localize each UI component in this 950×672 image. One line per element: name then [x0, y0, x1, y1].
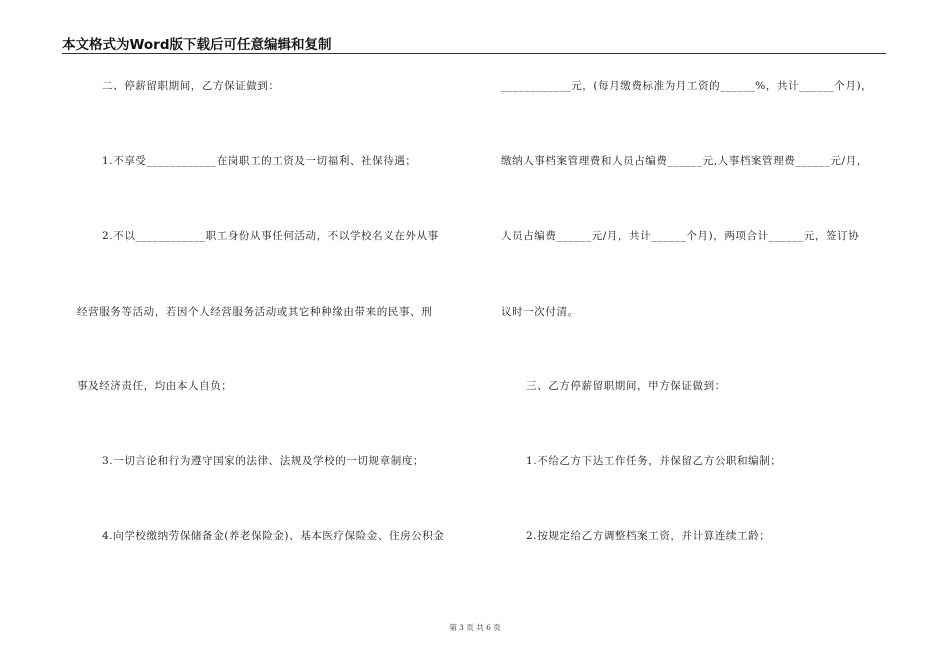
right-line-4: 议时一次付清。 — [501, 306, 579, 318]
left-line-5: 事及经济责任，均由本人自负； — [77, 380, 233, 392]
right-line-7: 2.按规定给乙方调整档案工资，并计算连续工龄； — [526, 530, 771, 542]
left-line-3: 2.不以____________职工身份从事任何活动，不以学校名义在外从事 — [102, 230, 439, 242]
left-line-2: 1.不享受____________在岗职工的工资及一切福利、社保待遇； — [102, 155, 417, 167]
right-line-1: ____________元，(每月缴费标准为月工资的______%，共计______个月)， — [501, 80, 873, 92]
page-number: 第 3 页 共 6 页 — [449, 623, 501, 632]
right-line-5: 三、乙方停薪留职期间，甲方保证做到： — [526, 380, 726, 392]
left-line-1: 二、停薪留职期间，乙方保证做到： — [102, 80, 280, 92]
header-divider — [62, 53, 886, 54]
right-line-3: 人员占编费______元/月，共计______个月)，两项合计______元，签订协 — [501, 230, 860, 242]
right-line-6: 1.不给乙方下达工作任务，并保留乙方公职和编制； — [526, 455, 782, 467]
left-line-6: 3.一切言论和行为遵守国家的法律、法规及学校的一切规章制度； — [102, 455, 425, 467]
document-header-title: 本文格式为Word版下载后可任意编辑和复制 — [62, 37, 332, 53]
right-line-2: 缴纳人事档案管理费和人员占编费______元,人事档案管理费______元/月， — [501, 155, 868, 167]
left-line-7: 4.向学校缴纳劳保储备金(养老保险金)、基本医疗保险金、住房公积金 — [102, 530, 445, 542]
left-line-4: 经营服务等活动，若因个人经营服务活动或其它种种缘由带来的民事、刑 — [77, 306, 433, 318]
